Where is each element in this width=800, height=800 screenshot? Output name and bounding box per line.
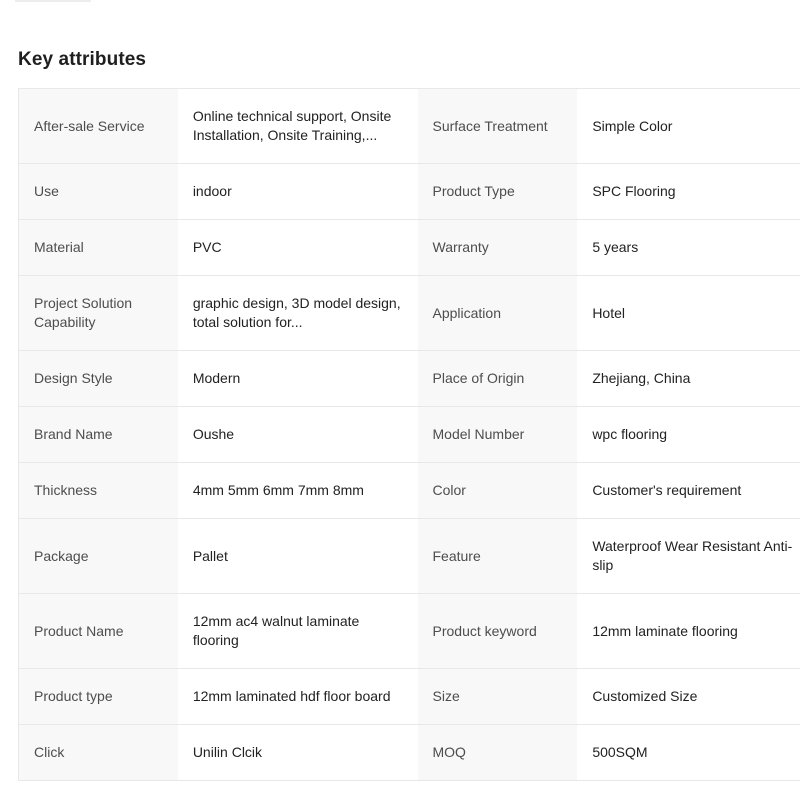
table-row [19,725,800,780]
attribute-value: 12mm laminate flooring [577,594,800,668]
attribute-value: 12mm ac4 walnut laminate flooring [178,594,418,668]
attribute-label: Thickness [19,463,178,518]
attribute-label: Warranty [418,220,578,275]
table-row [19,351,800,407]
attribute-value: Customer's requirement [577,463,800,518]
attribute-label: Size [418,669,578,724]
attribute-value: Hotel [577,276,800,350]
attribute-value: Online technical support, Onsite Installation, Onsite Training,... [178,89,418,163]
attribute-label: Brand Name [19,407,178,462]
attribute-value: 500SQM [577,725,800,780]
table-row [19,276,800,351]
attribute-value: SPC Flooring [577,164,800,219]
attribute-value: 4mm 5mm 6mm 7mm 8mm [178,463,418,518]
attribute-label: Model Number [418,407,578,462]
attribute-value: Customized Size [577,669,800,724]
attribute-value: graphic design, 3D model design, total solution for... [178,276,418,350]
table-row [19,164,800,220]
table-row [19,519,800,594]
attribute-value: indoor [178,164,418,219]
attribute-value: PVC [178,220,418,275]
attribute-value: Simple Color [577,89,800,163]
attribute-value: Unilin Clcik [178,725,418,780]
attribute-value: wpc flooring [577,407,800,462]
attribute-label: Color [418,463,578,518]
attribute-value: Pallet [178,519,418,593]
attribute-label: Design Style [19,351,178,406]
attribute-label: Project Solution Capability [19,276,178,350]
attribute-label: Place of Origin [418,351,578,406]
attribute-value: 5 years [577,220,800,275]
table-row [19,89,800,164]
attribute-label: Application [418,276,578,350]
attribute-label: Use [19,164,178,219]
section-title: Key attributes [18,48,147,70]
attribute-label: Product type [19,669,178,724]
attribute-label: Product Type [418,164,578,219]
attribute-value: Zhejiang, China [577,351,800,406]
key-attributes-table [18,88,800,781]
table-row [19,220,800,276]
attribute-value: Modern [178,351,418,406]
attribute-label: MOQ [418,725,578,780]
attribute-value: Waterproof Wear Resistant Anti-slip [577,519,800,593]
attribute-value: Oushe [178,407,418,462]
attribute-label: Package [19,519,178,593]
attribute-label: Surface Treatment [418,89,578,163]
attribute-label: Click [19,725,178,780]
table-row [19,594,800,669]
attribute-label: Feature [418,519,578,593]
table-row [19,407,800,463]
attribute-label: Product Name [19,594,178,668]
table-row [19,669,800,725]
tab-underline-remnant [15,0,91,2]
attribute-label: After-sale Service [19,89,178,163]
attribute-value: 12mm laminated hdf floor board [178,669,418,724]
table-row [19,463,800,519]
attribute-label: Product keyword [418,594,578,668]
attribute-label: Material [19,220,178,275]
